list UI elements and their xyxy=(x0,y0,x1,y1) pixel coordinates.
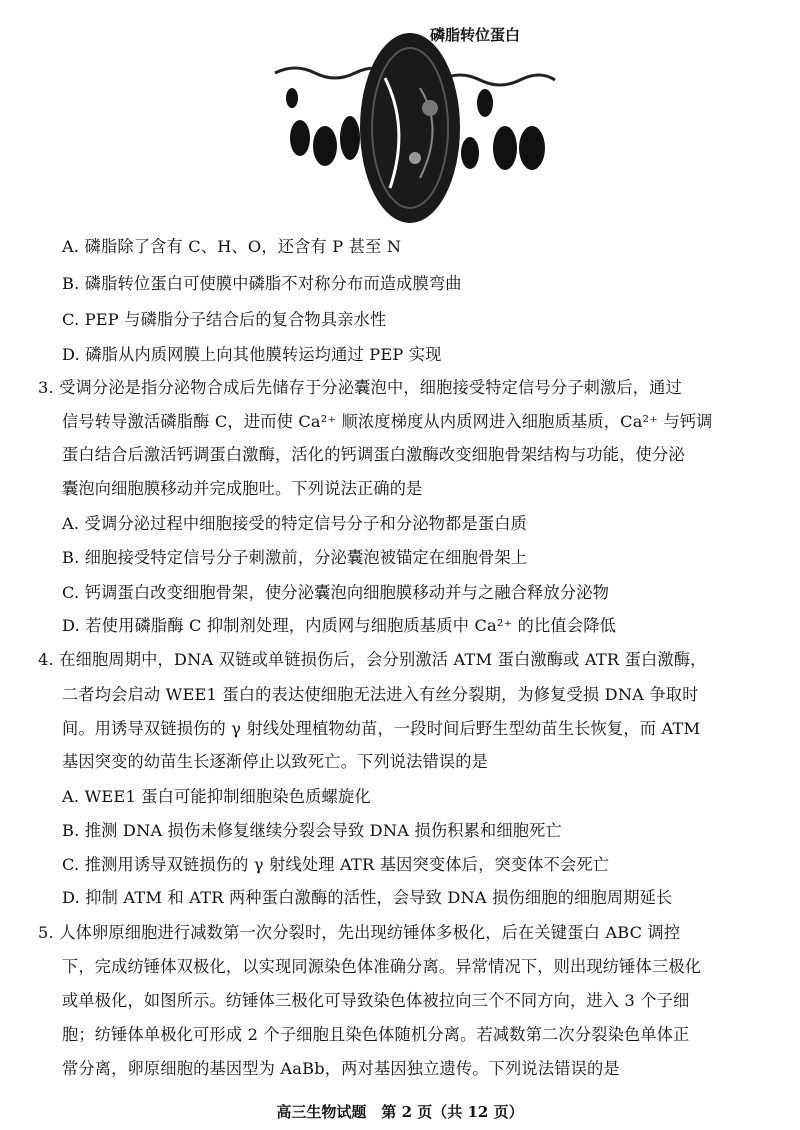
q4-stem-line-2: 二者均会启动 WEE1 蛋白的表达使细胞无法进入有丝分裂期，为修复受损 DNA 争取时 xyxy=(62,685,699,704)
page-footer: 高三生物试题 第 2 页（共 12 页） xyxy=(276,1103,524,1121)
q4-option-b: B. 推测 DNA 损伤未修复继续分裂会导致 DNA 损伤积累和细胞死亡 xyxy=(62,821,562,840)
q4-option-c: C. 推测用诱导双链损伤的 γ 射线处理 ATR 基因突变体后，突变体不会死亡 xyxy=(62,855,610,874)
q3-stem-line-4: 囊泡向细胞膜移动并完成胞吐。下列说法正确的是 xyxy=(62,479,423,498)
q2-option-d: D. 磷脂从内质网膜上向其他膜转运均通过 PEP 实现 xyxy=(62,345,442,364)
q3-stem-line-3: 蛋白结合后激活钙调蛋白激酶，活化的钙调蛋白激酶改变细胞骨架结构与功能，使分泌 xyxy=(62,445,685,464)
q3-option-a: A. 受调分泌过程中细胞接受的特定信号分子和分泌物都是蛋白质 xyxy=(62,514,528,533)
q4-stem-line-4: 基因突变的幼苗生长逐渐停止以致死亡。下列说法错误的是 xyxy=(62,752,489,771)
q3-option-d: D. 若使用磷脂酶 C 抑制剂处理，内质网与细胞质基质中 Ca²⁺ 的比值会降低 xyxy=(62,616,616,635)
q2-option-a: A. 磷脂除了含有 C、H、O，还含有 P 甚至 N xyxy=(62,237,402,256)
q5-stem-line-5: 常分离，卵原细胞的基因型为 AaBb，两对基因独立遗传。下列说法错误的是 xyxy=(62,1059,620,1078)
q5-stem-line-4: 胞；纺锤体单极化可形成 2 个子细胞且染色体随机分离。若减数第二次分裂染色单体正 xyxy=(62,1025,690,1044)
q5-stem-line-1: 5. 人体卵原细胞进行减数第一次分裂时，先出现纺锤体多极化，后在关键蛋白 ABC 调控 xyxy=(38,923,681,942)
q4-option-a: A. WEE1 蛋白可能抑制细胞染色质螺旋化 xyxy=(62,787,371,806)
q4-option-d: D. 抑制 ATM 和 ATR 两种蛋白激酶的活性，会导致 DNA 损伤细胞的细胞周期延长 xyxy=(62,888,673,907)
membrane-protein-illustration xyxy=(270,18,560,228)
q4-stem-line-1: 4. 在细胞周期中，DNA 双链或单链损伤后，会分别激活 ATM 蛋白激酶或 ATR 蛋白激酶， xyxy=(38,650,707,669)
phospholipid-translocase-figure xyxy=(270,18,560,228)
q3-option-c: C. 钙调蛋白改变细胞骨架，使分泌囊泡向细胞膜移动并与之融合释放分泌物 xyxy=(62,583,610,602)
q2-option-c: C. PEP 与磷脂分子结合后的复合物具亲水性 xyxy=(62,310,387,329)
q5-stem-line-3: 或单极化，如图所示。纺锤体三极化可导致染色体被拉向三个不同方向，进入 3 个子细 xyxy=(62,991,690,1010)
q4-stem-line-3: 间。用诱导双链损伤的 γ 射线处理植物幼苗，一段时间后野生型幼苗生长恢复，而 ATM xyxy=(62,719,701,738)
q3-stem-line-1: 3. 受调分泌是指分泌物合成后先储存于分泌囊泡中，细胞接受特定信号分子刺激后，通过 xyxy=(38,378,682,397)
figure-label: 磷脂转位蛋白 xyxy=(430,26,521,44)
q2-option-b: B. 磷脂转位蛋白可使膜中磷脂不对称分布而造成膜弯曲 xyxy=(62,274,462,293)
q3-stem-line-2: 信号转导激活磷脂酶 C，进而使 Ca²⁺ 顺浓度梯度从内质网进入细胞质基质，Ca²⁺ 与钙调 xyxy=(62,412,713,431)
q3-option-b: B. 细胞接受特定信号分子刺激前，分泌囊泡被锚定在细胞骨架上 xyxy=(62,548,528,567)
q5-stem-line-2: 下，完成纺锤体双极化，以实现同源染色体准确分离。异常情况下，则出现纺锤体三极化 xyxy=(62,957,702,976)
